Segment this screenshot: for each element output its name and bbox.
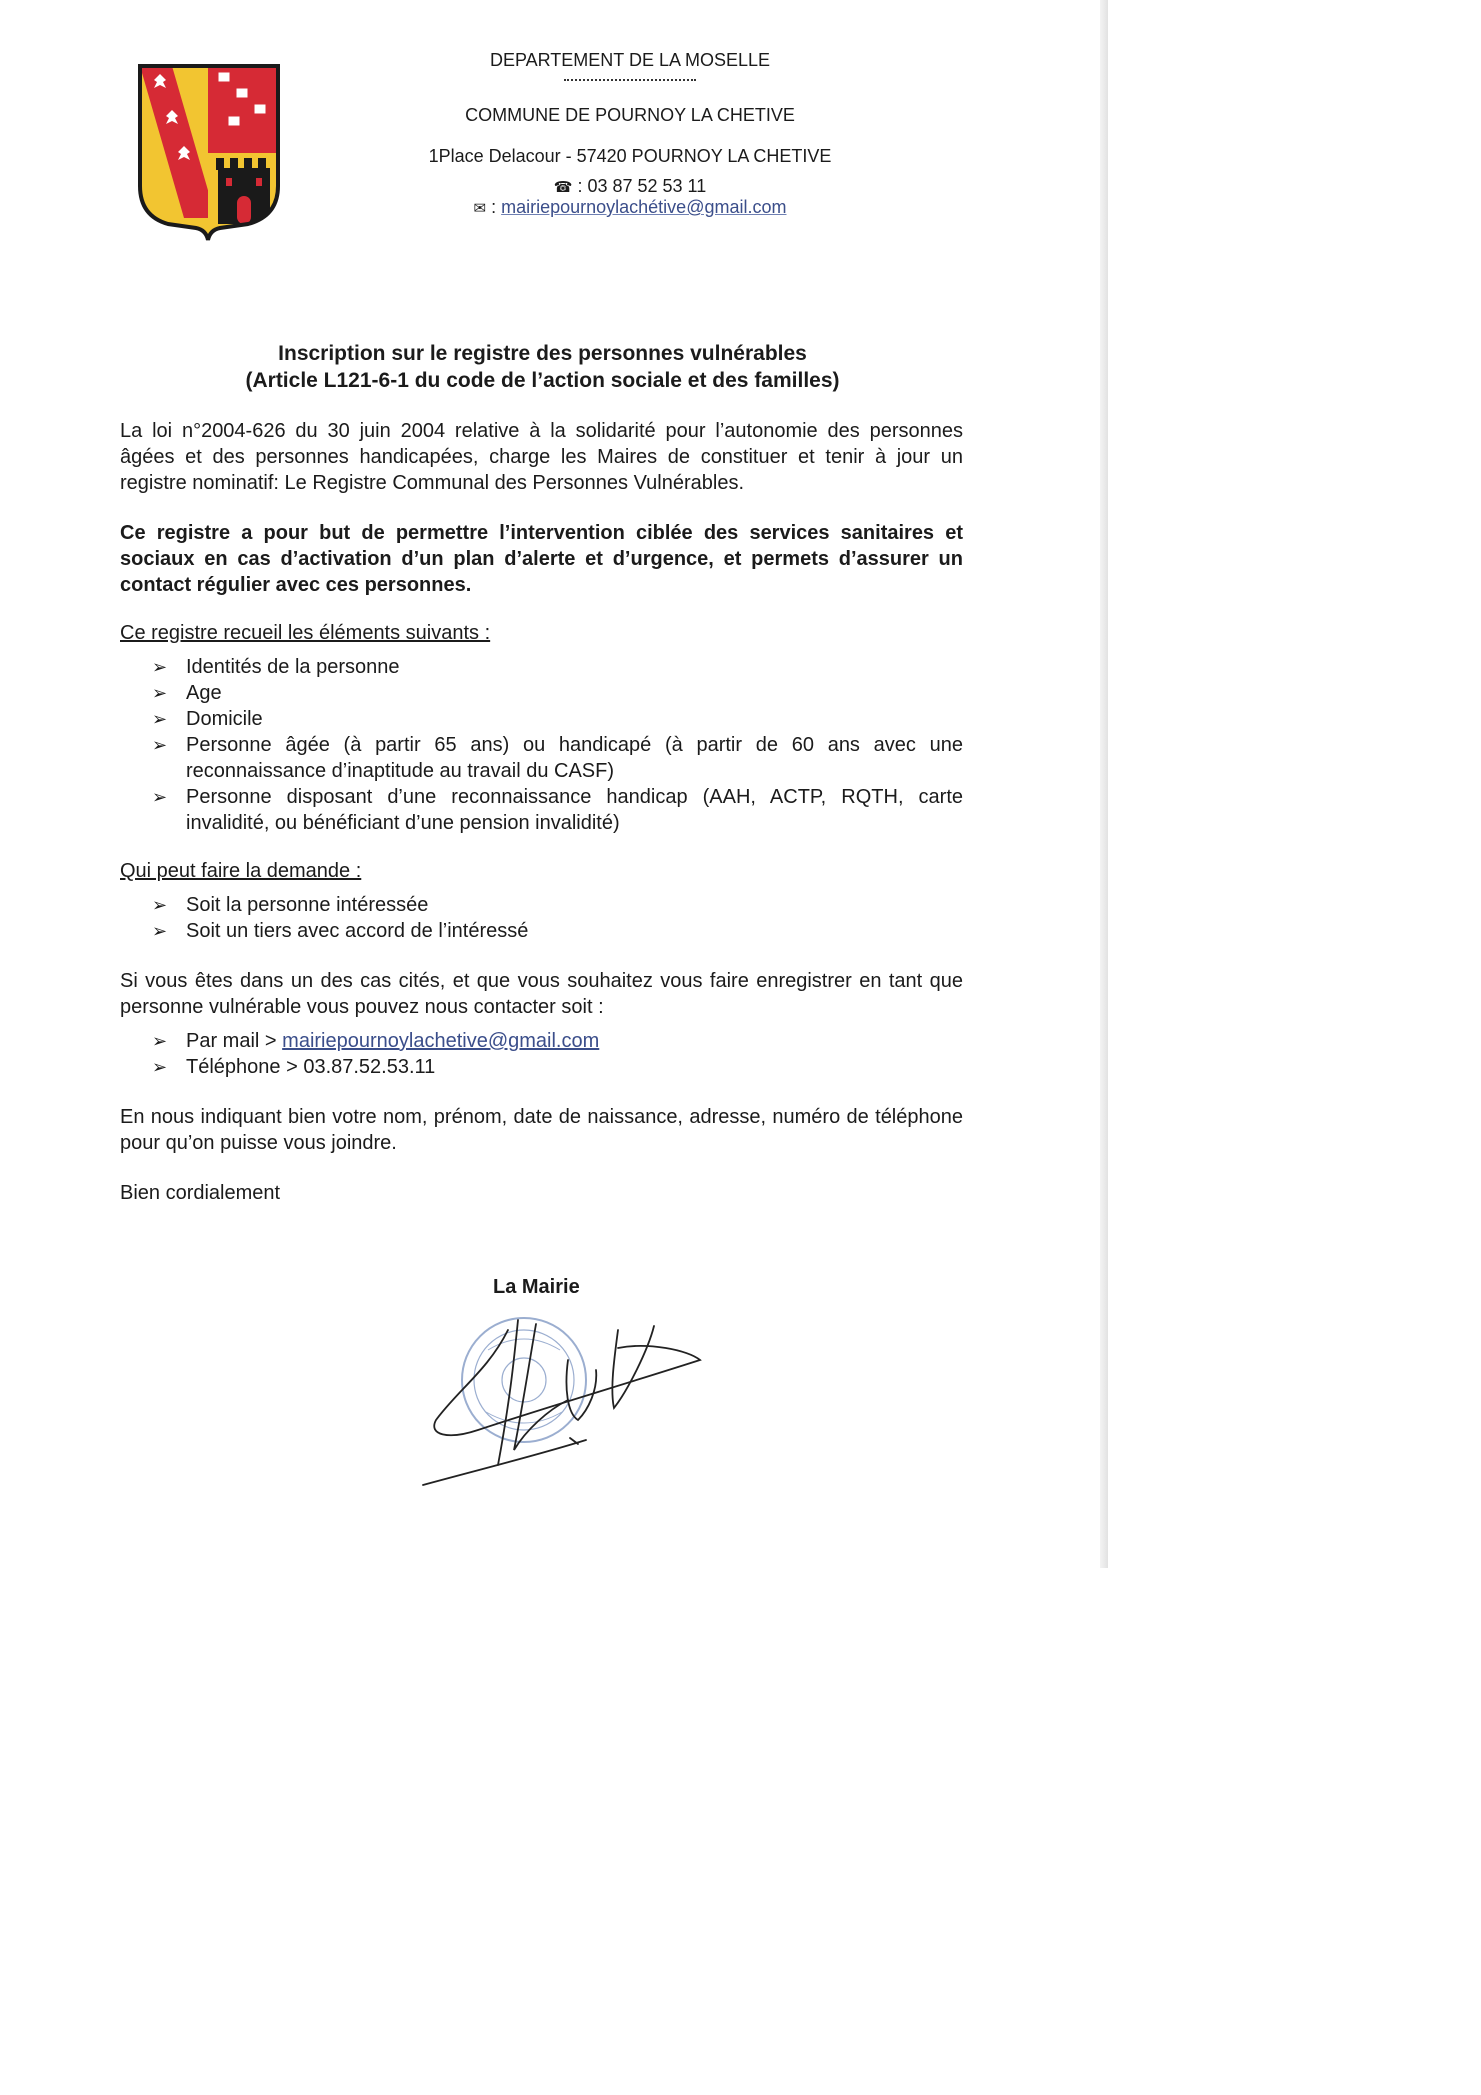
header-phone-line bbox=[400, 176, 860, 197]
envelope-icon: ✉ bbox=[473, 200, 487, 217]
elements-list bbox=[120, 654, 963, 836]
list-item: ➢ Domicile bbox=[152, 708, 263, 730]
contact-mail-label: Par mail > bbox=[186, 1030, 283, 1052]
info-paragraph: En nous indiquant bien votre nom, prénom, date de naissance, adresse, numéro de téléphone pour qu’on puisse vous joindre. bbox=[120, 1106, 963, 1154]
commune-address: 1Place Delacour - 57420 POURNOY LA CHETIVE bbox=[428, 146, 832, 166]
arrow-bullet-icon: ➢ bbox=[152, 683, 168, 703]
header-mail-line bbox=[400, 197, 860, 218]
who-list bbox=[120, 892, 963, 944]
header-email-link[interactable]: mairiepournoylachétive@gmail.com bbox=[501, 197, 787, 217]
contact-email-link[interactable]: mairiepournoylachetive@gmail.com bbox=[282, 1030, 600, 1052]
list-item: ➢ Age bbox=[152, 682, 222, 704]
list-item: ➢ Personne disposant d’une reconnaissance handicap (AAH, ACTP, RQTH, carte invalidité, ou bénéficiant d’une pension invalidité) bbox=[152, 786, 963, 834]
arrow-bullet-icon: ➢ bbox=[152, 895, 168, 915]
who-section bbox=[120, 858, 963, 944]
official-stamp bbox=[462, 1318, 586, 1442]
signoff-label: La Mairie bbox=[493, 1276, 580, 1298]
page-edge bbox=[1100, 0, 1108, 1568]
header-phone-number: 03 87 52 53 11 bbox=[587, 176, 707, 196]
signature-stamp-image bbox=[418, 1290, 718, 1490]
list-item: ➢ Identités de la personne bbox=[152, 656, 400, 678]
closing-text: Bien cordialement bbox=[120, 1182, 281, 1204]
title-line-2: (Article L121-6-1 du code de l’action sociale et des familles) bbox=[245, 369, 840, 392]
intro-paragraph: La loi n°2004-626 du 30 juin 2004 relative à la solidarité pour l’autonomie des personnes âgées et des personnes handicapées, charge les Maires de constituer et tenir à jour un registre nominatif: Le Registre Communal des Personnes Vulnérables. bbox=[120, 420, 963, 494]
letterhead bbox=[400, 50, 860, 218]
coat-of-arms-logo bbox=[132, 58, 284, 244]
arrow-bullet-icon: ➢ bbox=[152, 787, 168, 807]
arrow-bullet-icon: ➢ bbox=[152, 735, 168, 755]
phone-separator: : bbox=[572, 176, 588, 196]
mail-separator: : bbox=[486, 197, 502, 217]
arrow-bullet-icon: ➢ bbox=[152, 921, 168, 941]
arrow-bullet-icon: ➢ bbox=[152, 1057, 168, 1077]
arrow-bullet-icon: ➢ bbox=[152, 709, 168, 729]
contact-mail-item bbox=[152, 1028, 963, 1054]
list-item: ➢ Soit un tiers avec accord de l’intéressé bbox=[152, 920, 529, 942]
contact-phone-item bbox=[152, 1054, 963, 1080]
elements-section bbox=[120, 620, 963, 836]
document-body bbox=[120, 418, 963, 1206]
header-divider bbox=[564, 79, 696, 81]
document-title bbox=[120, 340, 965, 394]
handwritten-signature bbox=[423, 1320, 700, 1485]
list-item: ➢ Soit la personne intéressée bbox=[152, 894, 429, 916]
contact-list bbox=[120, 1028, 963, 1080]
goal-paragraph: Ce registre a pour but de permettre l’intervention ciblée des services sanitaires et sociaux en cas d’activation d’un plan d’alerte et d’urgence, et permets d’assurer un contact régulier avec ces personnes. bbox=[120, 522, 963, 596]
department-name: DEPARTEMENT DE LA MOSELLE bbox=[489, 50, 771, 70]
title-line-1: Inscription sur le registre des personnes vulnérables bbox=[278, 342, 807, 365]
list-item: ➢ Personne âgée (à partir 65 ans) ou handicapé (à partir de 60 ans avec une reconnaissance d’inaptitude au travail du CASF) bbox=[152, 734, 963, 782]
arrow-bullet-icon: ➢ bbox=[152, 1031, 168, 1051]
contact-phone-label: Téléphone > bbox=[186, 1056, 304, 1078]
elements-heading: Ce registre recueil les éléments suivants : bbox=[120, 622, 491, 644]
arrow-bullet-icon: ➢ bbox=[152, 657, 168, 677]
commune-name: COMMUNE DE POURNOY LA CHETIVE bbox=[465, 105, 795, 125]
who-heading: Qui peut faire la demande : bbox=[120, 860, 362, 882]
phone-icon: ☎ bbox=[553, 179, 573, 196]
contact-paragraph: Si vous êtes dans un des cas cités, et que vous souhaitez vous faire enregistrer en tant que personne vulnérable vous pouvez nous contacter soit : bbox=[120, 970, 963, 1018]
contact-phone-number: 03.87.52.53.11 bbox=[303, 1056, 436, 1078]
